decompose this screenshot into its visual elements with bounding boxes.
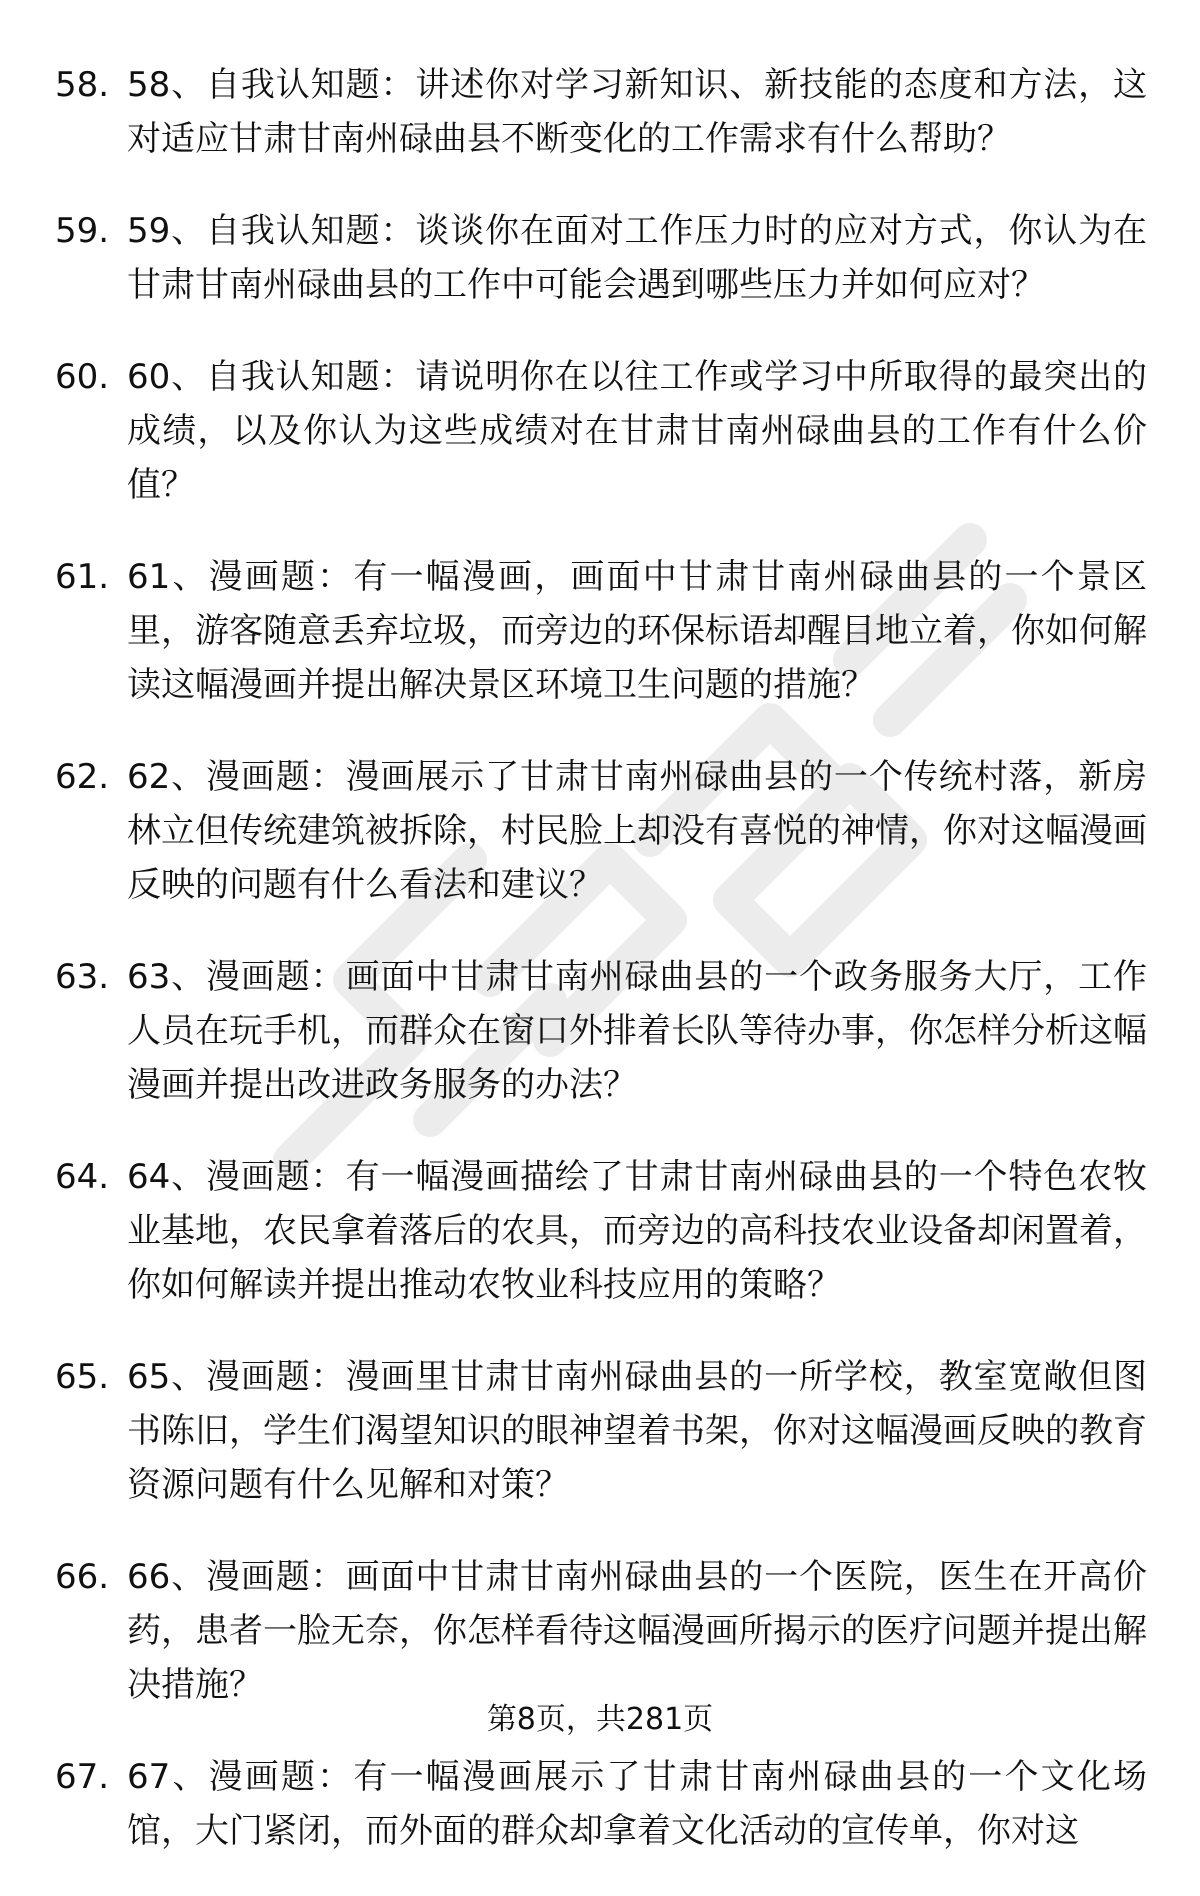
question-item — [55, 204, 1155, 312]
question-number: 59. — [55, 211, 110, 251]
question-text: 67、漫画题：有一幅漫画展示了甘肃甘南州碌曲县的一个文化场馆，大门紧闭，而外面的群众却拿着文化活动的宣传单，你对这 — [127, 1757, 1147, 1851]
page-footer: 第8页，共281页 — [486, 1702, 714, 1737]
question-number: 67. — [55, 1757, 110, 1797]
question-number: 62. — [55, 757, 110, 797]
question-number: 60. — [55, 357, 110, 397]
question-item — [55, 1350, 1155, 1512]
question-text: 59、自我认知题：谈谈你在面对工作压力时的应对方式，你认为在甘肃甘南州碌曲县的工作中可能会遇到哪些压力并如何应对？ — [127, 211, 1147, 305]
question-item — [55, 1550, 1155, 1712]
question-text: 60、自我认知题：请说明你在以往工作或学习中所取得的最突出的成绩，以及你认为这些成绩对在甘肃甘南州碌曲县的工作有什么价值？ — [127, 357, 1147, 505]
question-text: 66、漫画题：画面中甘肃甘南州碌曲县的一个医院，医生在开高价药，患者一脸无奈，你怎样看待这幅漫画所揭示的医疗问题并提出解决措施？ — [127, 1557, 1147, 1705]
question-item — [55, 350, 1155, 512]
question-number: 58. — [55, 65, 110, 105]
question-item — [55, 750, 1155, 912]
question-number: 64. — [55, 1157, 110, 1197]
question-text: 58、自我认知题：讲述你对学习新知识、新技能的态度和方法，这对适应甘肃甘南州碌曲县不断变化的工作需求有什么帮助？ — [127, 65, 1147, 159]
question-number: 66. — [55, 1557, 110, 1597]
question-list — [55, 58, 1155, 1896]
question-text: 64、漫画题：有一幅漫画描绘了甘肃甘南州碌曲县的一个特色农牧业基地，农民拿着落后的农具，而旁边的高科技农业设备却闲置着，你如何解读并提出推动农牧业科技应用的策略？ — [127, 1157, 1147, 1305]
question-item — [55, 1750, 1155, 1858]
question-item — [55, 58, 1155, 166]
question-text: 62、漫画题：漫画展示了甘肃甘南州碌曲县的一个传统村落，新房林立但传统建筑被拆除，村民脸上却没有喜悦的神情，你对这幅漫画反映的问题有什么看法和建议？ — [127, 757, 1147, 905]
question-text: 63、漫画题：画面中甘肃甘南州碌曲县的一个政务服务大厅，工作人员在玩手机，而群众在窗口外排着长队等待办事，你怎样分析这幅漫画并提出改进政务服务的办法？ — [127, 957, 1147, 1105]
question-text: 61、漫画题：有一幅漫画，画面中甘肃甘南州碌曲县的一个景区里，游客随意丢弃垃圾，而旁边的环保标语却醒目地立着，你如何解读这幅漫画并提出解决景区环境卫生问题的措施？ — [127, 557, 1147, 705]
question-number: 63. — [55, 957, 110, 997]
question-item — [55, 950, 1155, 1112]
question-number: 65. — [55, 1357, 110, 1397]
question-text: 65、漫画题：漫画里甘肃甘南州碌曲县的一所学校，教室宽敞但图书陈旧，学生们渴望知识的眼神望着书架，你对这幅漫画反映的教育资源问题有什么见解和对策？ — [127, 1357, 1147, 1505]
question-item — [55, 1150, 1155, 1312]
question-item — [55, 550, 1155, 712]
question-number: 61. — [55, 557, 110, 597]
